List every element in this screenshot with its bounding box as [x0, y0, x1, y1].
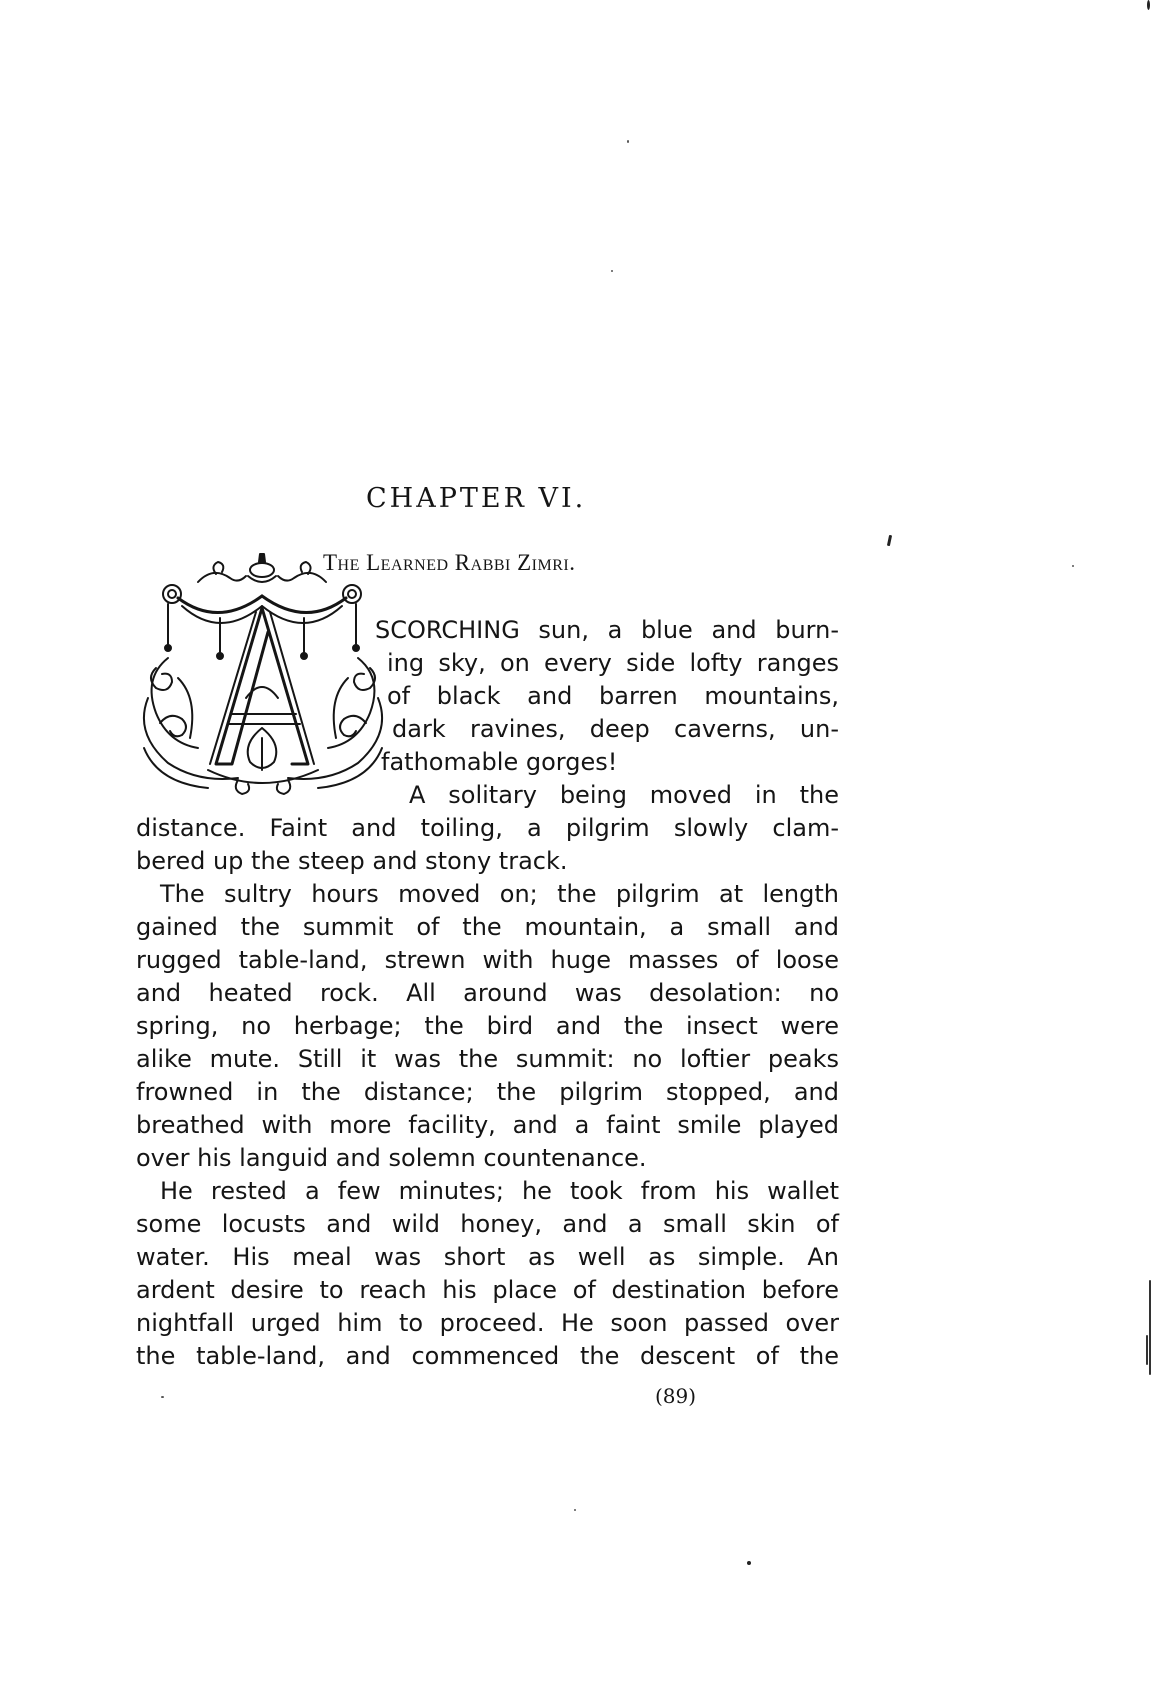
chapter-title: CHAPTER VI.: [366, 483, 587, 514]
scan-speck: [161, 1396, 164, 1398]
text-line: alike mute. Still it was the summit: no loftier peaks: [136, 1045, 839, 1073]
text-line: of black and barren mountains,: [387, 682, 839, 710]
text-line: fathomable gorges!: [381, 748, 618, 776]
scan-speck: [627, 140, 629, 143]
text-line: water. His meal was short as well as simple. An: [136, 1243, 839, 1271]
text-line: breathed with more facility, and a faint smile played: [136, 1111, 839, 1139]
section-title: The Learned Rabbi Zimri.: [323, 550, 576, 575]
scan-speck: [887, 535, 892, 546]
page-number: (89): [655, 1384, 697, 1408]
text-line: gained the summit of the mountain, a small and: [136, 913, 839, 941]
text-line: dark ravines, deep caverns, un-: [392, 715, 839, 743]
scan-edge-mark: [1149, 1280, 1151, 1375]
text-line: SCORCHING sun, a blue and burn-: [375, 616, 839, 644]
ornament-illustration: [138, 548, 388, 802]
scan-edge-mark: [1146, 1335, 1148, 1365]
text-line: He rested a few minutes; he took from his wallet: [160, 1177, 839, 1205]
text-line: frowned in the distance; the pilgrim stopped, and: [136, 1078, 839, 1106]
text-line: the table-land, and commenced the descent of the: [136, 1342, 839, 1370]
scan-speck: [611, 270, 613, 272]
text-line: over his languid and solemn countenance.: [136, 1144, 647, 1172]
scan-speck: [747, 1561, 751, 1565]
text-line: A solitary being moved in the: [409, 781, 839, 809]
text-line: rugged table-land, strewn with huge masses of loose: [136, 946, 839, 974]
text-line: ardent desire to reach his place of destination before: [136, 1276, 839, 1304]
ornamental-drop-cap: [138, 548, 388, 802]
text-line: and heated rock. All around was desolation: no: [136, 979, 839, 1007]
text-line: The sultry hours moved on; the pilgrim at length: [160, 880, 839, 908]
text-line: bered up the steep and stony track.: [136, 847, 568, 875]
scan-speck: [574, 1509, 576, 1511]
scan-speck: [1147, 0, 1150, 10]
text-line: spring, no herbage; the bird and the insect were: [136, 1012, 839, 1040]
text-line: ing sky, on every side lofty ranges: [387, 649, 839, 677]
text-line: some locusts and wild honey, and a small skin of: [136, 1210, 839, 1238]
scan-speck: [1072, 565, 1074, 567]
text-line: distance. Faint and toiling, a pilgrim slowly clam-: [136, 814, 839, 842]
text-line: nightfall urged him to proceed. He soon passed over: [136, 1309, 839, 1337]
